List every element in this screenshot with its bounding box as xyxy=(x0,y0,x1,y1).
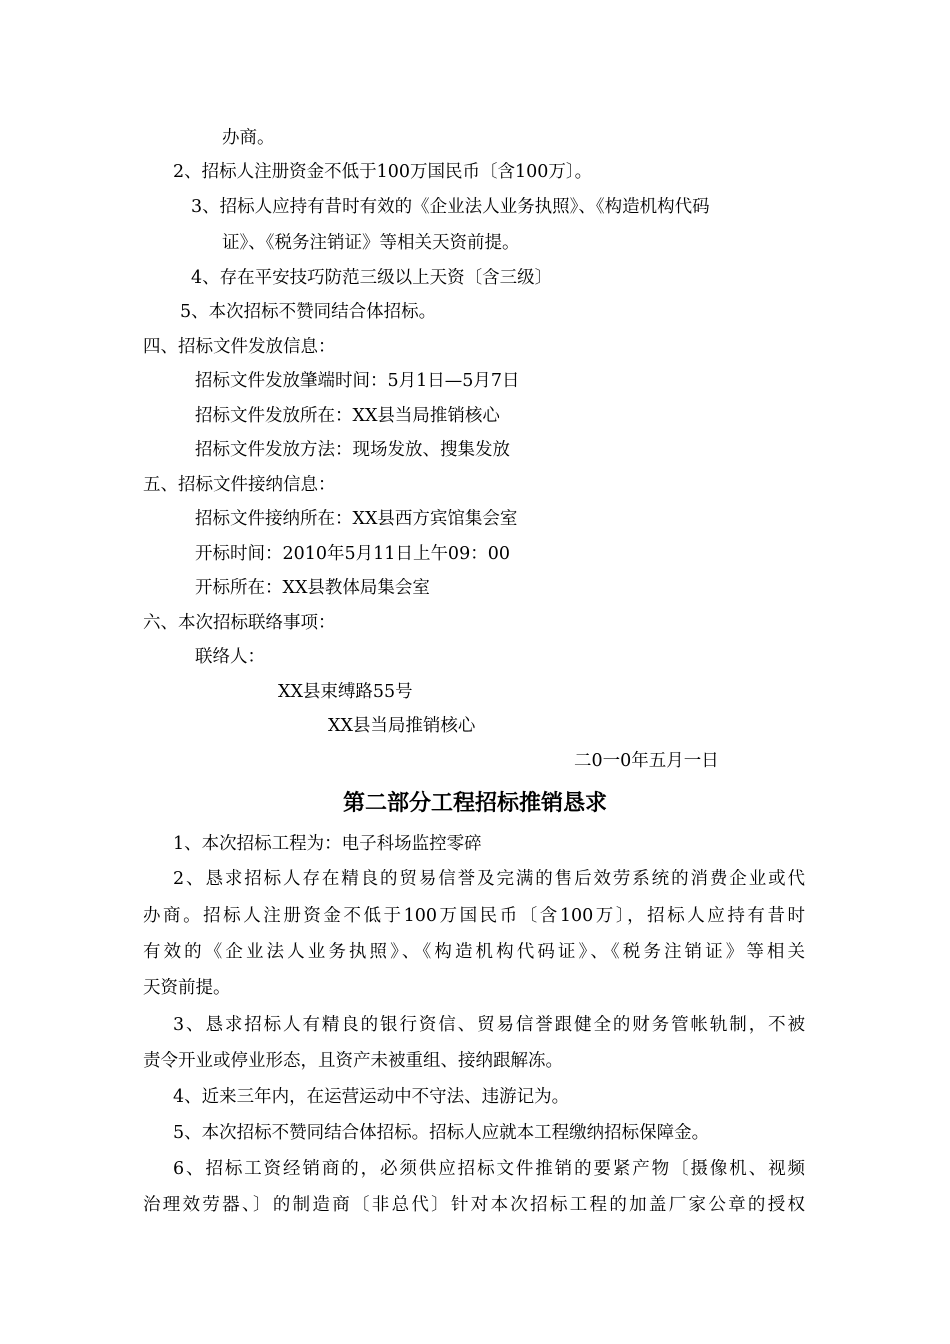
section-heading: 六、本次招标联络事项： xyxy=(143,613,336,633)
text-line: 1、本次招标工程为：电子科场监控零碎 xyxy=(173,834,482,854)
text-line: 3、恳求招标人有精良的银行资信、贸易信誉跟健全的财务管帐轨制，不被 xyxy=(173,1015,805,1035)
text-line: 办商。招标人注册资金不低于100万国民币〔含100万〕，招标人应持有昔时 xyxy=(143,906,805,926)
part-title: 第二部分工程招标推销恳求 xyxy=(342,791,607,816)
text-line: 招标文件发放方法：现场发放、搜集发放 xyxy=(195,440,510,460)
text-line: 3、招标人应持有昔时有效的《企业法人业务执照》、《构造机构代码 xyxy=(191,197,710,217)
text-line: 责令开业或停业形态，且资产未被重组、接纳跟解冻。 xyxy=(143,1051,563,1071)
text-line: 招标文件发放所在：XX县当局推销核心 xyxy=(195,406,500,426)
text-line: 招标文件接纳所在：XX县西方宾馆集会室 xyxy=(195,509,518,529)
text-line: 开标时间：2010年5月11日上午09：00 xyxy=(195,544,510,564)
text-line: 4、近来三年内，在运营运动中不守法、违游记为。 xyxy=(173,1087,570,1107)
text-line: 6、招标工资经销商的，必须供应招标文件推销的要紧产物〔摄像机、视频 xyxy=(173,1159,805,1179)
text-line: 办商。 xyxy=(222,128,275,148)
section-heading: 五、招标文件接纳信息： xyxy=(143,475,336,495)
text-line: 2、招标人注册资金不低于100万国民币〔含100万〕。 xyxy=(173,162,593,182)
text-line: XX县束缚路55号 xyxy=(278,682,413,702)
text-line: XX县当局推销核心 xyxy=(328,716,476,736)
text-line: 治理效劳器、〕的制造商〔非总代〕针对本次招标工程的加盖厂家公章的授权 xyxy=(143,1195,805,1215)
text-line: 证》、《税务注销证》等相关天资前提。 xyxy=(222,233,520,253)
section-heading: 四、招标文件发放信息： xyxy=(143,337,336,357)
text-line: 有效的《企业法人业务执照》、《构造机构代码证》、《税务注销证》等相关 xyxy=(143,942,805,962)
text-line: 4、存在平安技巧防范三级以上天资〔含三级〕 xyxy=(191,268,553,288)
text-line: 2、恳求招标人存在精良的贸易信誉及完满的售后效劳系统的消费企业或代 xyxy=(173,869,805,889)
text-line: 天资前提。 xyxy=(143,978,231,998)
text-line: 联络人： xyxy=(195,647,265,667)
text-line: 5、本次招标不赞同结合体招标。 xyxy=(180,302,437,322)
text-line: 5、本次招标不赞同结合体招标。招标人应就本工程缴纳招标保障金。 xyxy=(173,1123,710,1143)
text-line: 招标文件发放肇端时间：5月1日—5月7日 xyxy=(195,371,520,391)
text-line: 开标所在：XX县教体局集会室 xyxy=(195,578,430,598)
document-date: 二0一0年五月一日 xyxy=(574,751,719,771)
